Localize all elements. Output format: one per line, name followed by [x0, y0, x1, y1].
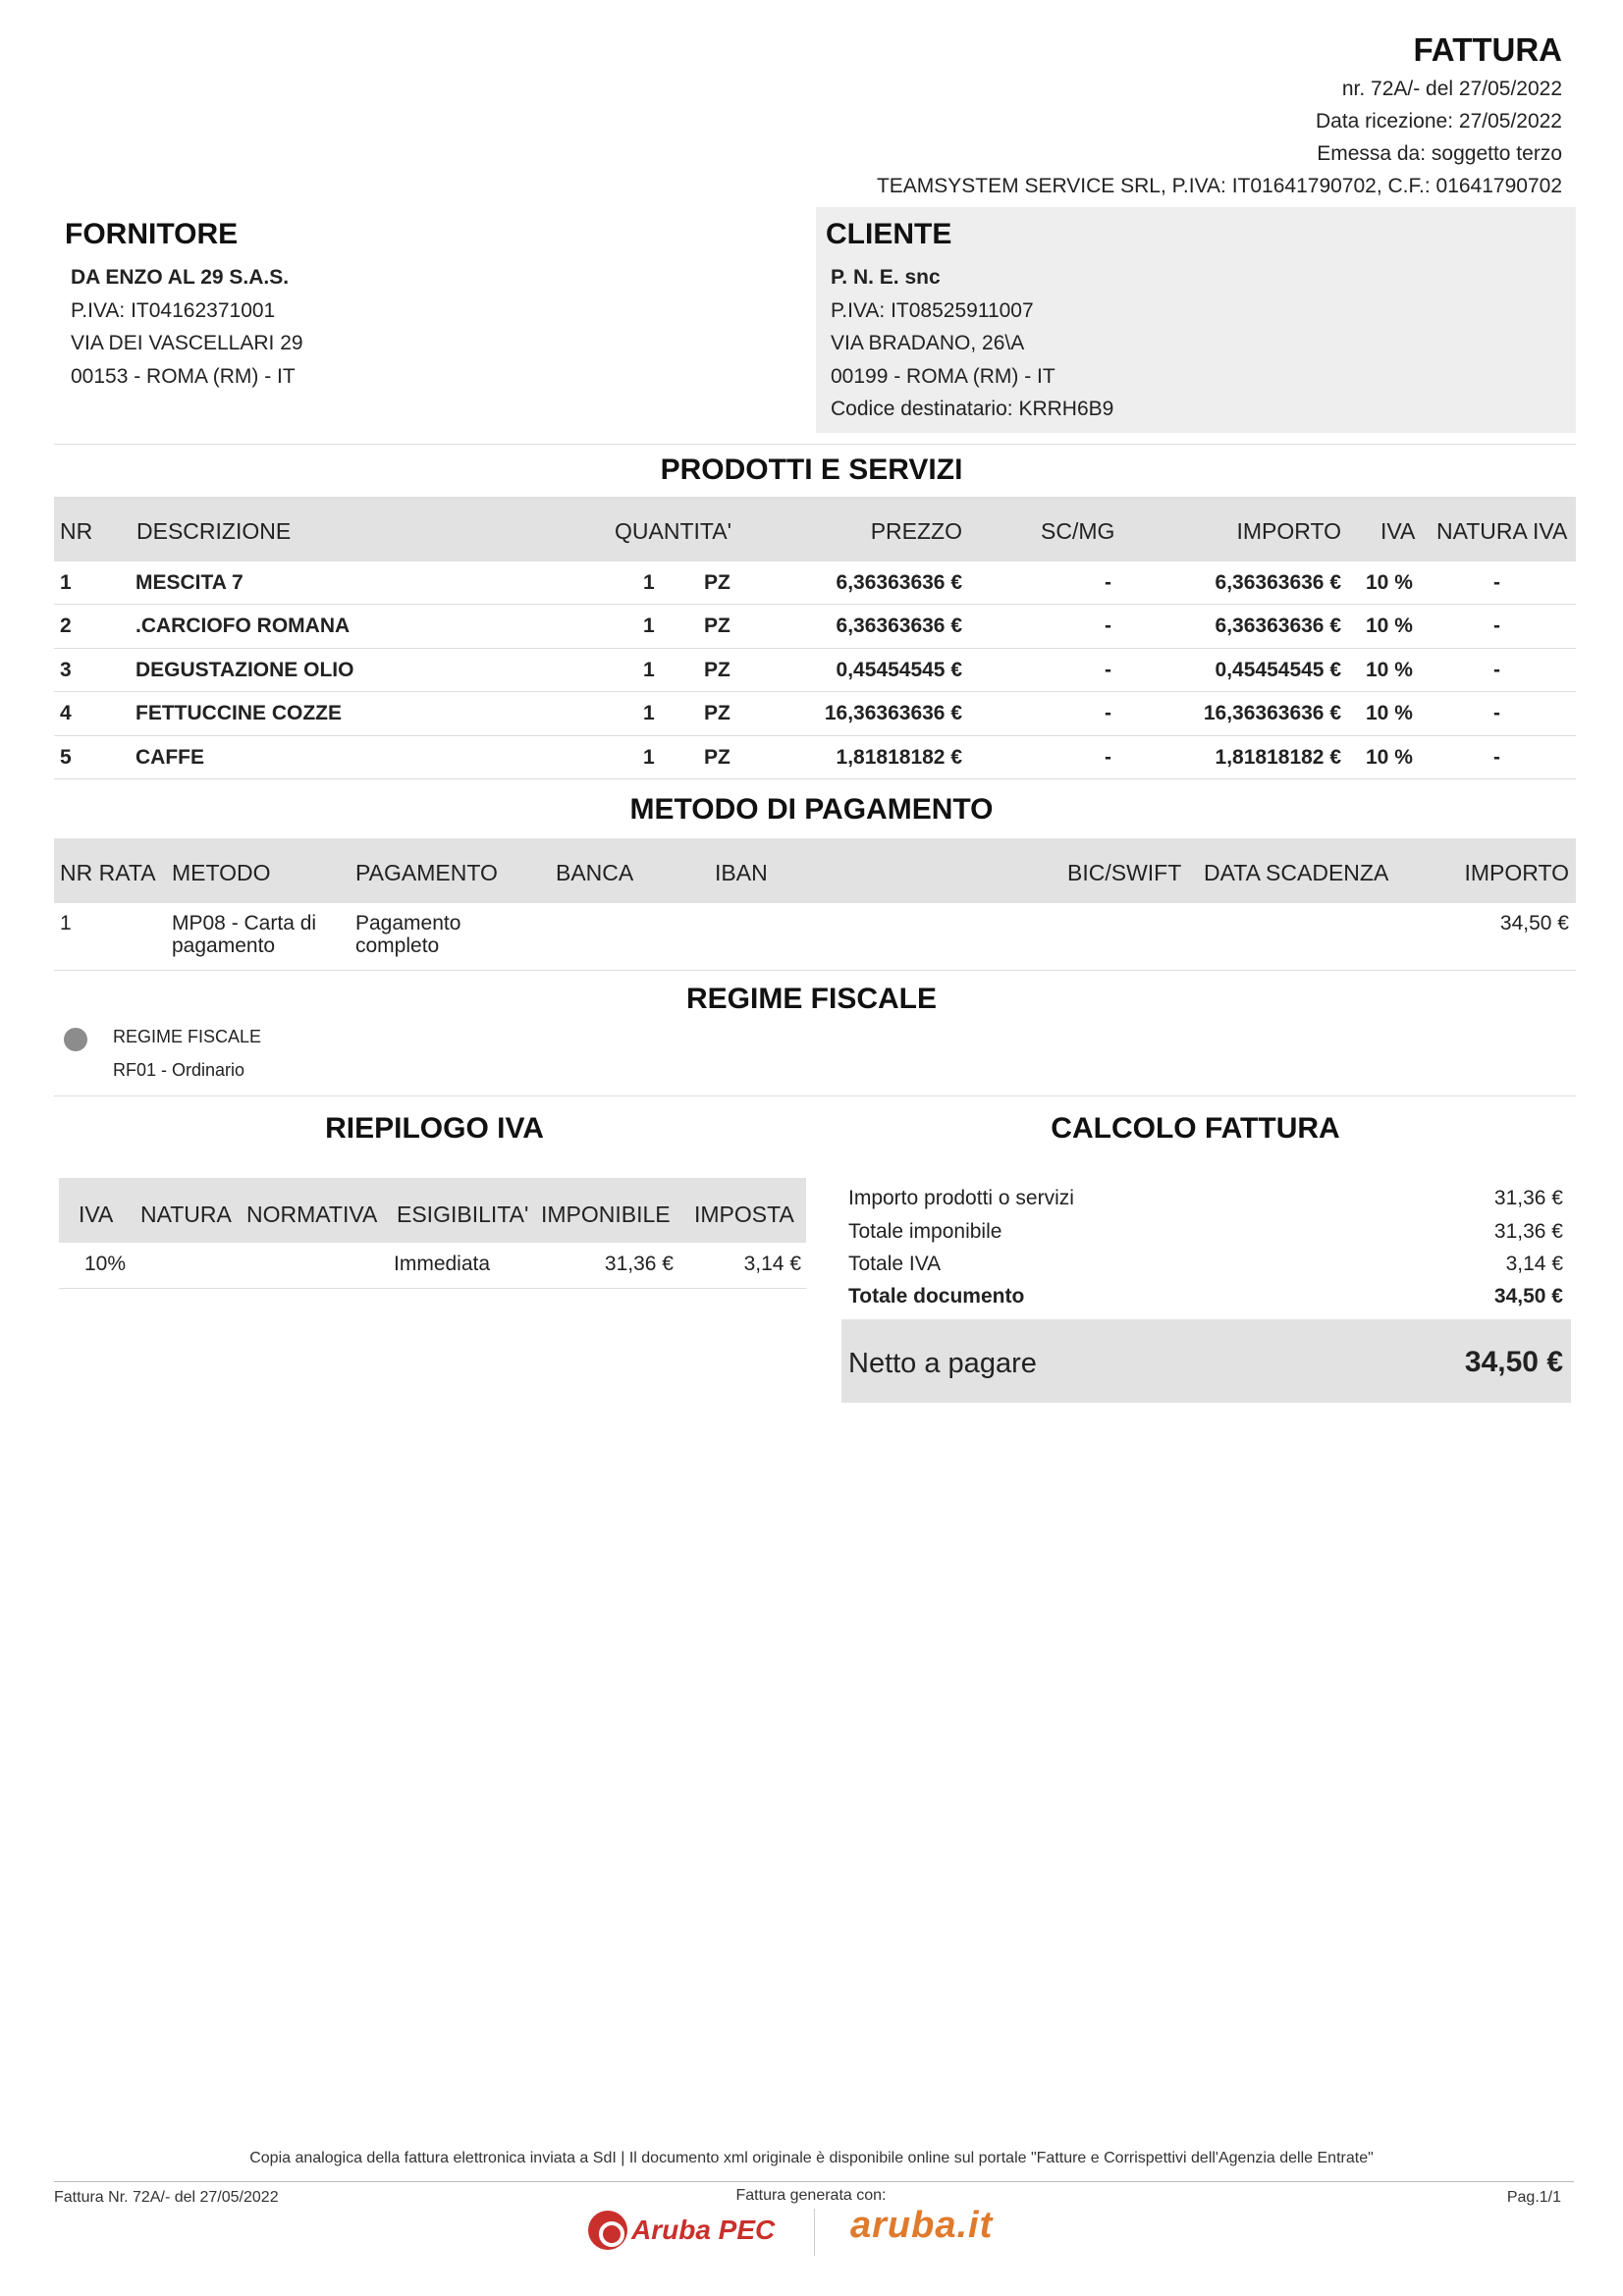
- pec-seal-icon: [588, 2211, 627, 2250]
- riep-imponibile: 31,36 €: [604, 1253, 674, 1275]
- row-qty: 1: [643, 614, 655, 637]
- row-divider: [54, 735, 1576, 736]
- col-scadenza: DATA SCADENZA: [1204, 860, 1389, 885]
- col-riep-normativa: NORMATIVA: [246, 1201, 378, 1227]
- row-desc: .CARCIOFO ROMANA: [135, 614, 351, 637]
- row-qty: 1: [643, 571, 655, 594]
- row-unit: PZ: [704, 746, 730, 769]
- row-divider: [54, 648, 1576, 649]
- pagamento-title: METODO DI PAGAMENTO: [629, 793, 994, 826]
- aruba-pec-wordmark: Aruba PEC: [631, 2215, 776, 2245]
- col-importo-pag: IMPORTO: [1464, 860, 1569, 885]
- issued-by: Emessa da: soggetto terzo: [1317, 142, 1562, 165]
- row-prezzo: 0,45454545 €: [836, 659, 962, 681]
- row-scmg: -: [1105, 659, 1111, 681]
- third-party-info: TEAMSYSTEM SERVICE SRL, P.IVA: IT01641790702, C.F.: 01641790702: [876, 175, 1562, 197]
- rata-metodo-line2: pagamento: [172, 934, 276, 957]
- row-scmg: -: [1105, 614, 1111, 637]
- col-riep-esigibilita: ESIGIBILITA': [397, 1201, 529, 1227]
- calcolo-value: 31,36 €: [1493, 1187, 1563, 1209]
- calcolo-label: Totale IVA: [848, 1253, 942, 1275]
- row-importo: 6,36363636 €: [1215, 571, 1341, 594]
- col-iva: IVA: [1380, 518, 1416, 544]
- riep-esigibilita: Immediata: [394, 1253, 491, 1275]
- row-desc: DEGUSTAZIONE OLIO: [135, 659, 354, 681]
- rata-nr: 1: [60, 912, 72, 934]
- footer-generated: Fattura generata con:: [735, 2187, 887, 2204]
- riepilogo-title: RIEPILOGO IVA: [325, 1112, 544, 1145]
- footer-divider: [54, 2181, 1574, 2182]
- row-nr: 3: [60, 659, 72, 681]
- col-nr-rata: NR RATA: [60, 860, 156, 885]
- row-prezzo: 6,36363636 €: [836, 614, 962, 637]
- row-divider: [54, 970, 1576, 971]
- row-desc: MESCITA 7: [135, 571, 243, 594]
- row-qty: 1: [643, 746, 655, 769]
- row-qty: 1: [643, 659, 655, 681]
- row-divider: [59, 1288, 806, 1289]
- col-metodo: METODO: [172, 860, 271, 885]
- row-iva: 10 %: [1366, 659, 1413, 681]
- col-riep-iva: IVA: [79, 1201, 114, 1227]
- cliente-title: CLIENTE: [826, 218, 952, 250]
- row-divider: [54, 778, 1576, 779]
- row-prezzo: 16,36363636 €: [824, 702, 962, 724]
- rata-pagamento-line1: Pagamento: [355, 912, 461, 934]
- rata-metodo-line1: MP08 - Carta di: [172, 912, 317, 934]
- invoice-number: nr. 72A/- del 27/05/2022: [1341, 78, 1562, 100]
- row-scmg: -: [1105, 571, 1111, 594]
- col-importo: IMPORTO: [1236, 518, 1341, 544]
- totale-documento-label: Totale documento: [848, 1285, 1025, 1308]
- row-divider: [54, 691, 1576, 692]
- fornitore-piva: P.IVA: IT04162371001: [71, 299, 276, 322]
- cliente-piva: P.IVA: IT08525911007: [831, 299, 1034, 322]
- document-title: FATTURA: [1413, 31, 1562, 68]
- row-unit: PZ: [704, 614, 730, 637]
- calcolo-label: Importo prodotti o servizi: [848, 1187, 1074, 1209]
- fornitore-address: VIA DEI VASCELLARI 29: [71, 332, 303, 354]
- row-nr: 1: [60, 571, 72, 594]
- riep-imposta: 3,14 €: [743, 1253, 801, 1275]
- fornitore-name: DA ENZO AL 29 S.A.S.: [71, 266, 290, 289]
- logo-separator: [814, 2209, 815, 2256]
- col-iban: IBAN: [715, 860, 768, 885]
- row-importo: 16,36363636 €: [1203, 702, 1341, 724]
- row-iva: 10 %: [1366, 702, 1413, 724]
- rata-pagamento-line2: completo: [355, 934, 440, 957]
- divider: [54, 444, 1576, 445]
- netto-value: 34,50 €: [1464, 1346, 1563, 1378]
- fornitore-title: FORNITORE: [65, 218, 239, 250]
- regime-value: RF01 - Ordinario: [113, 1060, 245, 1080]
- footer-invoice: Fattura Nr. 72A/- del 27/05/2022: [54, 2189, 279, 2206]
- row-desc: FETTUCCINE COZZE: [135, 702, 342, 724]
- row-natura: -: [1493, 614, 1500, 637]
- row-natura: -: [1493, 746, 1500, 769]
- received-date: Data ricezione: 27/05/2022: [1315, 110, 1562, 133]
- riep-iva: 10%: [84, 1253, 127, 1275]
- divider: [54, 1095, 1576, 1096]
- row-nr: 2: [60, 614, 72, 637]
- calcolo-value: 31,36 €: [1493, 1220, 1563, 1243]
- row-iva: 10 %: [1366, 571, 1413, 594]
- footer-note: Copia analogica della fattura elettronica inviata a SdI | Il documento xml originale è disponibile online sul portale "Fatture e Corrispettivi dell'Agenzia delle Entrate": [249, 2150, 1374, 2166]
- col-prezzo: PREZZO: [870, 518, 962, 544]
- row-qty: 1: [643, 702, 655, 724]
- row-iva: 10 %: [1366, 614, 1413, 637]
- cliente-city: 00199 - ROMA (RM) - IT: [831, 365, 1055, 388]
- aruba-it-logo: aruba.it: [850, 2205, 994, 2246]
- row-unit: PZ: [704, 702, 730, 724]
- regime-label: REGIME FISCALE: [113, 1027, 262, 1046]
- row-scmg: -: [1105, 746, 1111, 769]
- prodotti-title: PRODOTTI E SERVIZI: [660, 454, 963, 486]
- col-riep-imposta: IMPOSTA: [694, 1201, 794, 1227]
- row-prezzo: 6,36363636 €: [836, 571, 962, 594]
- col-quantita: QUANTITA': [615, 518, 731, 544]
- col-banca: BANCA: [556, 860, 634, 885]
- row-iva: 10 %: [1366, 746, 1413, 769]
- col-riep-natura: NATURA: [140, 1201, 232, 1227]
- row-desc: CAFFE: [135, 746, 204, 769]
- row-unit: PZ: [704, 571, 730, 594]
- bullet-icon: [64, 1028, 87, 1051]
- row-nr: 5: [60, 746, 72, 769]
- fornitore-city: 00153 - ROMA (RM) - IT: [71, 365, 296, 388]
- calcolo-value: 3,14 €: [1505, 1253, 1563, 1275]
- row-importo: 6,36363636 €: [1215, 614, 1341, 637]
- col-nr: NR: [60, 518, 93, 544]
- col-riep-imponibile: IMPONIBILE: [541, 1201, 671, 1227]
- col-descrizione: DESCRIZIONE: [136, 518, 292, 544]
- totale-documento-value: 34,50 €: [1493, 1285, 1563, 1308]
- row-natura: -: [1493, 702, 1500, 724]
- row-nr: 4: [60, 702, 72, 724]
- row-prezzo: 1,81818182 €: [836, 746, 962, 769]
- row-natura: -: [1493, 571, 1500, 594]
- col-bic: BIC/SWIFT: [1067, 860, 1182, 885]
- row-scmg: -: [1105, 702, 1111, 724]
- row-natura: -: [1493, 659, 1500, 681]
- row-divider: [54, 604, 1576, 605]
- cliente-address: VIA BRADANO, 26\A: [831, 332, 1025, 354]
- col-scmg: SC/MG: [1041, 518, 1115, 544]
- regime-title: REGIME FISCALE: [685, 983, 937, 1015]
- calcolo-title: CALCOLO FATTURA: [1051, 1112, 1340, 1145]
- cliente-codice: Codice destinatario: KRRH6B9: [831, 398, 1114, 420]
- footer-page: Pag.1/1: [1506, 2189, 1561, 2206]
- row-importo: 1,81818182 €: [1215, 746, 1341, 769]
- col-pagamento: PAGAMENTO: [355, 860, 498, 885]
- col-natura: NATURA IVA: [1436, 518, 1568, 544]
- cliente-name: P. N. E. snc: [831, 266, 941, 289]
- row-importo: 0,45454545 €: [1215, 659, 1341, 681]
- rata-importo: 34,50 €: [1499, 912, 1569, 934]
- aruba-pec-logo: [588, 2211, 775, 2252]
- calcolo-label: Totale imponibile: [848, 1220, 1002, 1243]
- row-unit: PZ: [704, 659, 730, 681]
- netto-label: Netto a pagare: [848, 1348, 1037, 1379]
